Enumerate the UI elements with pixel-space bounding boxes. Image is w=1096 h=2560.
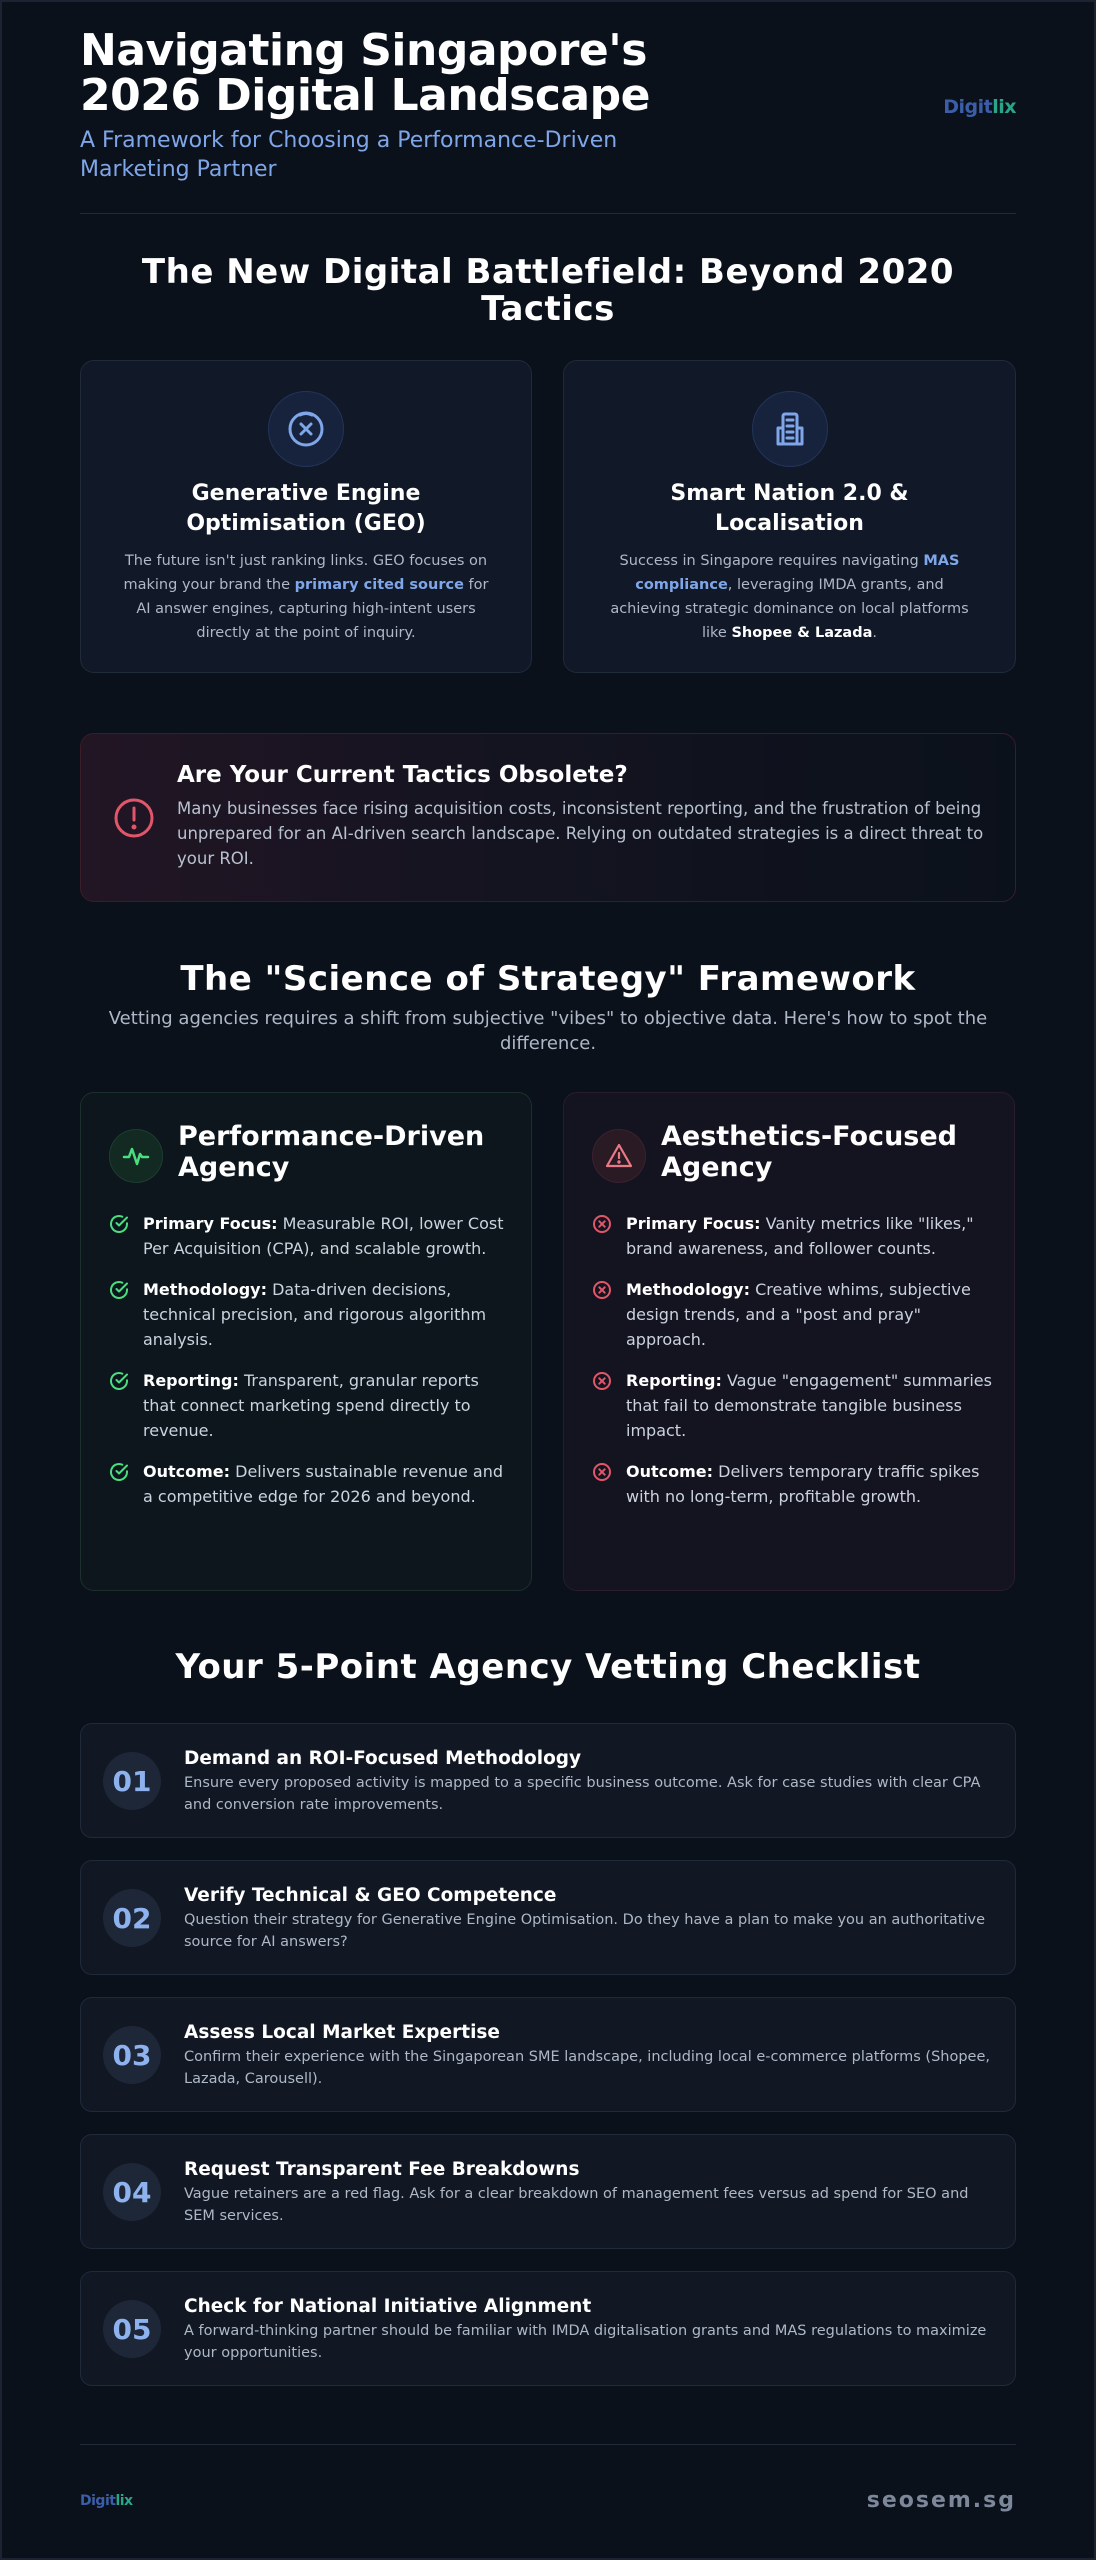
smart-nation-card	[563, 360, 1016, 673]
step-text: A forward-thinking partner should be familiar with IMDA digitalisation grants and MAS regulations to maximize your opportunities.	[184, 2323, 987, 2361]
logo-text-part2: lix	[992, 96, 1016, 118]
step-title: Request Transparent Fee Breakdowns	[184, 2159, 580, 2180]
checklist-item-2	[80, 1860, 1016, 1975]
x-circle-icon	[592, 1462, 612, 1482]
list-item: Methodology: Creative whims, subjective design trends, and a "post and pray" approach.	[592, 1277, 992, 1352]
framework-title: The "Science of Strategy" Framework	[180, 959, 916, 999]
activity-icon	[109, 1129, 163, 1183]
battlefield-title: The New Digital Battlefield: Beyond 2020 Tactics	[141, 252, 955, 329]
geo-card-title: Generative Engine Optimisation (GEO)	[186, 481, 426, 536]
step-title: Demand an ROI-Focused Methodology	[184, 1748, 582, 1769]
performance-agency-title: Performance-Driven Agency	[178, 1121, 485, 1183]
footer-logo-part1: Digit	[80, 2493, 116, 2509]
framework-subtitle: Vetting agencies requires a shift from subjective "vibes" to objective data. Here's how to spot the difference.	[108, 1008, 988, 1054]
x-circle-icon	[592, 1371, 612, 1391]
aesthetics-agency-list	[592, 1211, 992, 1525]
smart-nation-card-text: Success in Singapore requires navigating MAS compliance, leveraging IMDA grants, and achieving strategic dominance on local platforms like Shopee & Lazada.	[610, 553, 969, 641]
geo-card-text: The future isn't just ranking links. GEO focuses on making your brand the primary cited source for AI answer engines, capturing high-intent users directly at the point of inquiry.	[123, 553, 489, 641]
logo-text-part1: Digit	[943, 96, 993, 118]
step-text: Confirm their experience with the Singaporean SME landscape, including local e-commerce platforms (Shopee, Lazada, Carousell).	[184, 2049, 990, 2087]
list-item: Outcome: Delivers temporary traffic spikes with no long-term, profitable growth.	[592, 1459, 992, 1509]
list-item: Reporting: Transparent, granular reports that connect marketing spend directly to revenue.	[109, 1368, 509, 1443]
check-circle-icon	[109, 1462, 129, 1482]
list-item: Primary Focus: Vanity metrics like "likes," brand awareness, and follower counts.	[592, 1211, 992, 1261]
step-number: 04	[103, 2163, 161, 2221]
step-number: 02	[103, 1889, 161, 1947]
step-number: 01	[103, 1752, 161, 1810]
target-icon	[268, 391, 344, 467]
footer-logo-part2: lix	[115, 2493, 133, 2509]
aesthetics-agency-card	[563, 1092, 1015, 1591]
checklist-item-1	[80, 1723, 1016, 1838]
checklist-item-4	[80, 2134, 1016, 2249]
step-title: Verify Technical & GEO Competence	[184, 1885, 557, 1906]
smart-nation-card-title: Smart Nation 2.0 & Localisation	[670, 481, 909, 536]
footer-site-link[interactable]: seosem.sg	[866, 2488, 1016, 2513]
list-item: Reporting: Vague "engagement" summaries that fail to demonstrate tangible business impact.	[592, 1368, 992, 1443]
aesthetics-agency-title: Aesthetics-Focused Agency	[661, 1121, 957, 1183]
list-item: Outcome: Delivers sustainable revenue and a competitive edge for 2026 and beyond.	[109, 1459, 509, 1509]
checklist-item-5	[80, 2271, 1016, 2386]
list-item: Primary Focus: Measurable ROI, lower Cost Per Acquisition (CPA), and scalable growth.	[109, 1211, 509, 1261]
step-number: 03	[103, 2026, 161, 2084]
list-item: Methodology: Data-driven decisions, technical precision, and rigorous algorithm analysis.	[109, 1277, 509, 1352]
step-title: Assess Local Market Expertise	[184, 2022, 500, 2043]
warning-triangle-icon	[592, 1129, 646, 1183]
step-text: Vague retainers are a red flag. Ask for a clear breakdown of management fees versus ad spend for SEO and SEM services.	[184, 2186, 969, 2224]
performance-agency-card	[80, 1092, 532, 1591]
footer	[80, 2444, 1016, 2524]
obsolete-tactics-alert	[80, 733, 1016, 902]
building-icon	[752, 391, 828, 467]
check-circle-icon	[109, 1280, 129, 1300]
x-circle-icon	[592, 1280, 612, 1300]
checklist-title: Your 5-Point Agency Vetting Checklist	[175, 1647, 921, 1687]
x-circle-icon	[592, 1214, 612, 1234]
check-circle-icon	[109, 1371, 129, 1391]
page-subtitle: A Framework for Choosing a Performance-Driven Marketing Partner	[80, 128, 618, 182]
check-circle-icon	[109, 1214, 129, 1234]
alert-text: Many businesses face rising acquisition costs, inconsistent reporting, and the frustration of being unprepared for an AI-driven search landscape. Relying on outdated strategies is a direct threat to your ROI.	[177, 799, 984, 868]
brand-logo[interactable]	[943, 96, 1016, 118]
step-number: 05	[103, 2300, 161, 2358]
step-text: Ensure every proposed activity is mapped to a specific business outcome. Ask for case studies with clear CPA and conversion rate improvements.	[184, 1775, 981, 1813]
geo-card	[80, 360, 532, 673]
alert-circle-icon	[113, 797, 155, 843]
step-text: Question their strategy for Generative Engine Optimisation. Do they have a plan to make you an authoritative source for AI answers?	[184, 1912, 986, 1950]
step-title: Check for National Initiative Alignment	[184, 2296, 592, 2317]
page-title: Navigating Singapore's 2026 Digital Landscape	[80, 25, 650, 121]
checklist-item-3	[80, 1997, 1016, 2112]
performance-agency-list	[109, 1211, 509, 1525]
header	[80, 25, 1016, 214]
alert-title: Are Your Current Tactics Obsolete?	[177, 762, 628, 788]
footer-logo[interactable]	[80, 2493, 133, 2509]
